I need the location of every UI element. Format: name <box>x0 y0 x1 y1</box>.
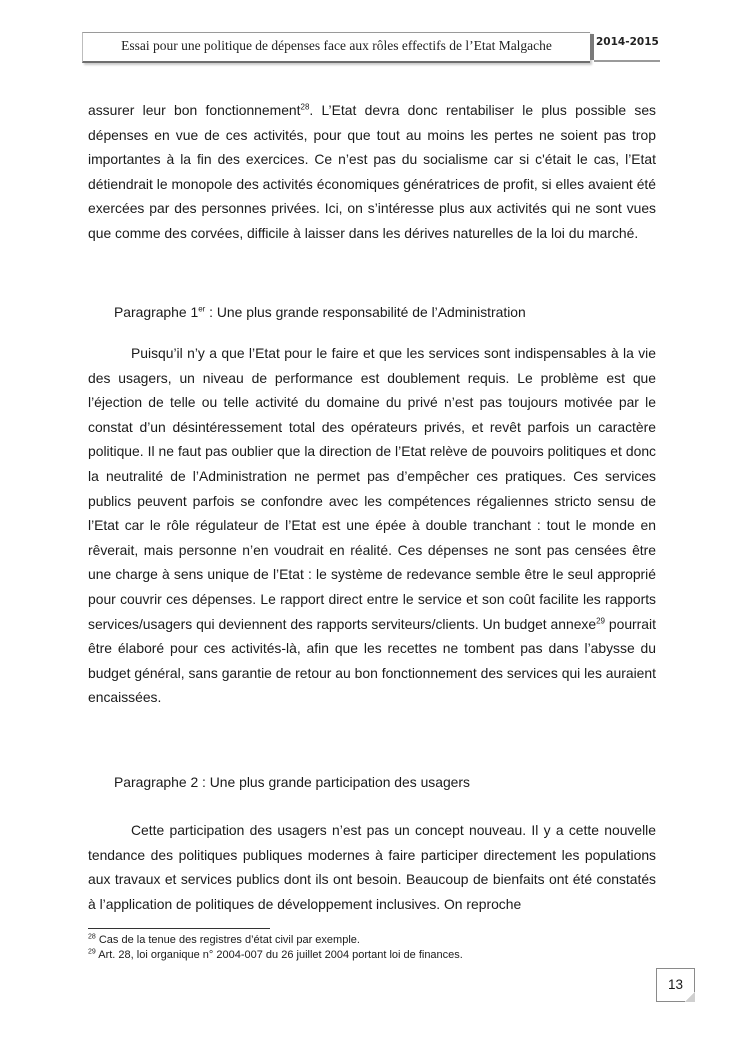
footnote-ref-29[interactable]: 29 <box>596 615 606 625</box>
header-shadow <box>594 60 660 62</box>
running-header <box>82 32 660 62</box>
body-paragraph-2 <box>88 341 656 710</box>
footnote-text: Cas de la tenue des registres d’état civil par exemple. <box>95 934 360 946</box>
footnote-separator <box>88 928 270 929</box>
header-year: 2014-2015 <box>596 36 659 48</box>
paragraph-1-text-end: . L’Etat devra donc rentabiliser le plus possible ses dépenses en vue de ces activités, pour que tout au moins les pertes ne soient pas trop importantes à la fin des exercices. Ce n’est pas du socialisme car si c'était le cas, l’Etat détiendrait le monopole des activités économiques génératrices de profit, si elles avaient été exercées par des personnes privées. Ici, on s’intéresse plus aux activités qui ne sont vues que comme des corvées, difficile à laisser dans les dérives naturelles de la loi du marché. <box>88 102 656 241</box>
body-paragraph-3: Cette participation des usagers n’est pas un concept nouveau. Il y a cette nouvelle tendance des politiques publiques modernes à faire participer directement les populations aux travaux et services publics dont ils ont besoin. Beaucoup de bienfaits ont été constatés à l’application de politiques de développement inclusives. On reproche <box>88 822 656 912</box>
heading-1-ordinal: er <box>198 304 206 314</box>
section-heading-1 <box>114 304 526 320</box>
paragraph-2-text-end: pourrait être élaboré pour ces activités-là, afin que les recettes ne tombent pas dans l’abysse du budget général, sans garantie de retour au bon fonctionnement des services qui les auraient encaissées. <box>88 615 656 706</box>
header-divider <box>590 34 594 60</box>
header-title: Essai pour une politique de dépenses face aux rôles effectifs de l’Etat Malgache <box>121 38 552 53</box>
footnote-number: 28 <box>88 933 96 941</box>
footnote-29 <box>88 949 463 961</box>
paragraph-2-text-start: Puisqu’il n’y a que l’Etat pour le faire et que les services sont indispensables à la vie des usagers, un niveau de performance est doublement requis. Le problème est que l’éjection de telle ou telle activité du domaine du privé n’est pas toujours motivée par le constat d’un désintéressement total des opérateurs privés, et revêt parfois un caractère politique. Il ne faut pas oublier que la direction de l’Etat relève de pouvoirs politiques et donc la neutralité de l’Administration ne permet pas d’empêcher ces pratiques. Ces services publics peuvent parfois se confondre avec les compétences régaliennes stricto sensu de l’Etat car le rôle régulateur de l’Etat est une épée à double tranchant : tout le monde en rêverait, mais personne n’en voudrait en réalité. Ces dépenses ne sont pas censées être une charge à sens unique de l’Etat : le système de redevance semble être le seul approprié pour couvrir ces dépenses. Le rapport direct entre le service et son coût facilite les rapports services/usagers qui deviennent des rapports serviteurs/clients. Un budget annexe <box>88 345 656 632</box>
body-paragraph-1 <box>88 98 656 246</box>
paragraph-1-text-start: assurer leur bon fonctionnement <box>88 102 301 118</box>
section-heading-2: Paragraphe 2 : Une plus grande participation des usagers <box>114 774 470 790</box>
heading-1-label: Paragraphe 1 <box>114 304 199 320</box>
page-number-box <box>656 968 695 1002</box>
page-number: 13 <box>667 977 684 992</box>
heading-1-title: : Une plus grande responsabilité de l’Administration <box>205 304 526 320</box>
header-title-box <box>82 32 590 63</box>
footnote-text: Art. 28, loi organique n° 2004-007 du 26 juillet 2004 portant loi de finances. <box>95 949 463 961</box>
footnote-number: 29 <box>88 948 96 956</box>
page-corner-fold <box>685 992 695 1002</box>
footnote-ref-28[interactable]: 28 <box>300 102 310 112</box>
footnote-28 <box>88 934 360 946</box>
